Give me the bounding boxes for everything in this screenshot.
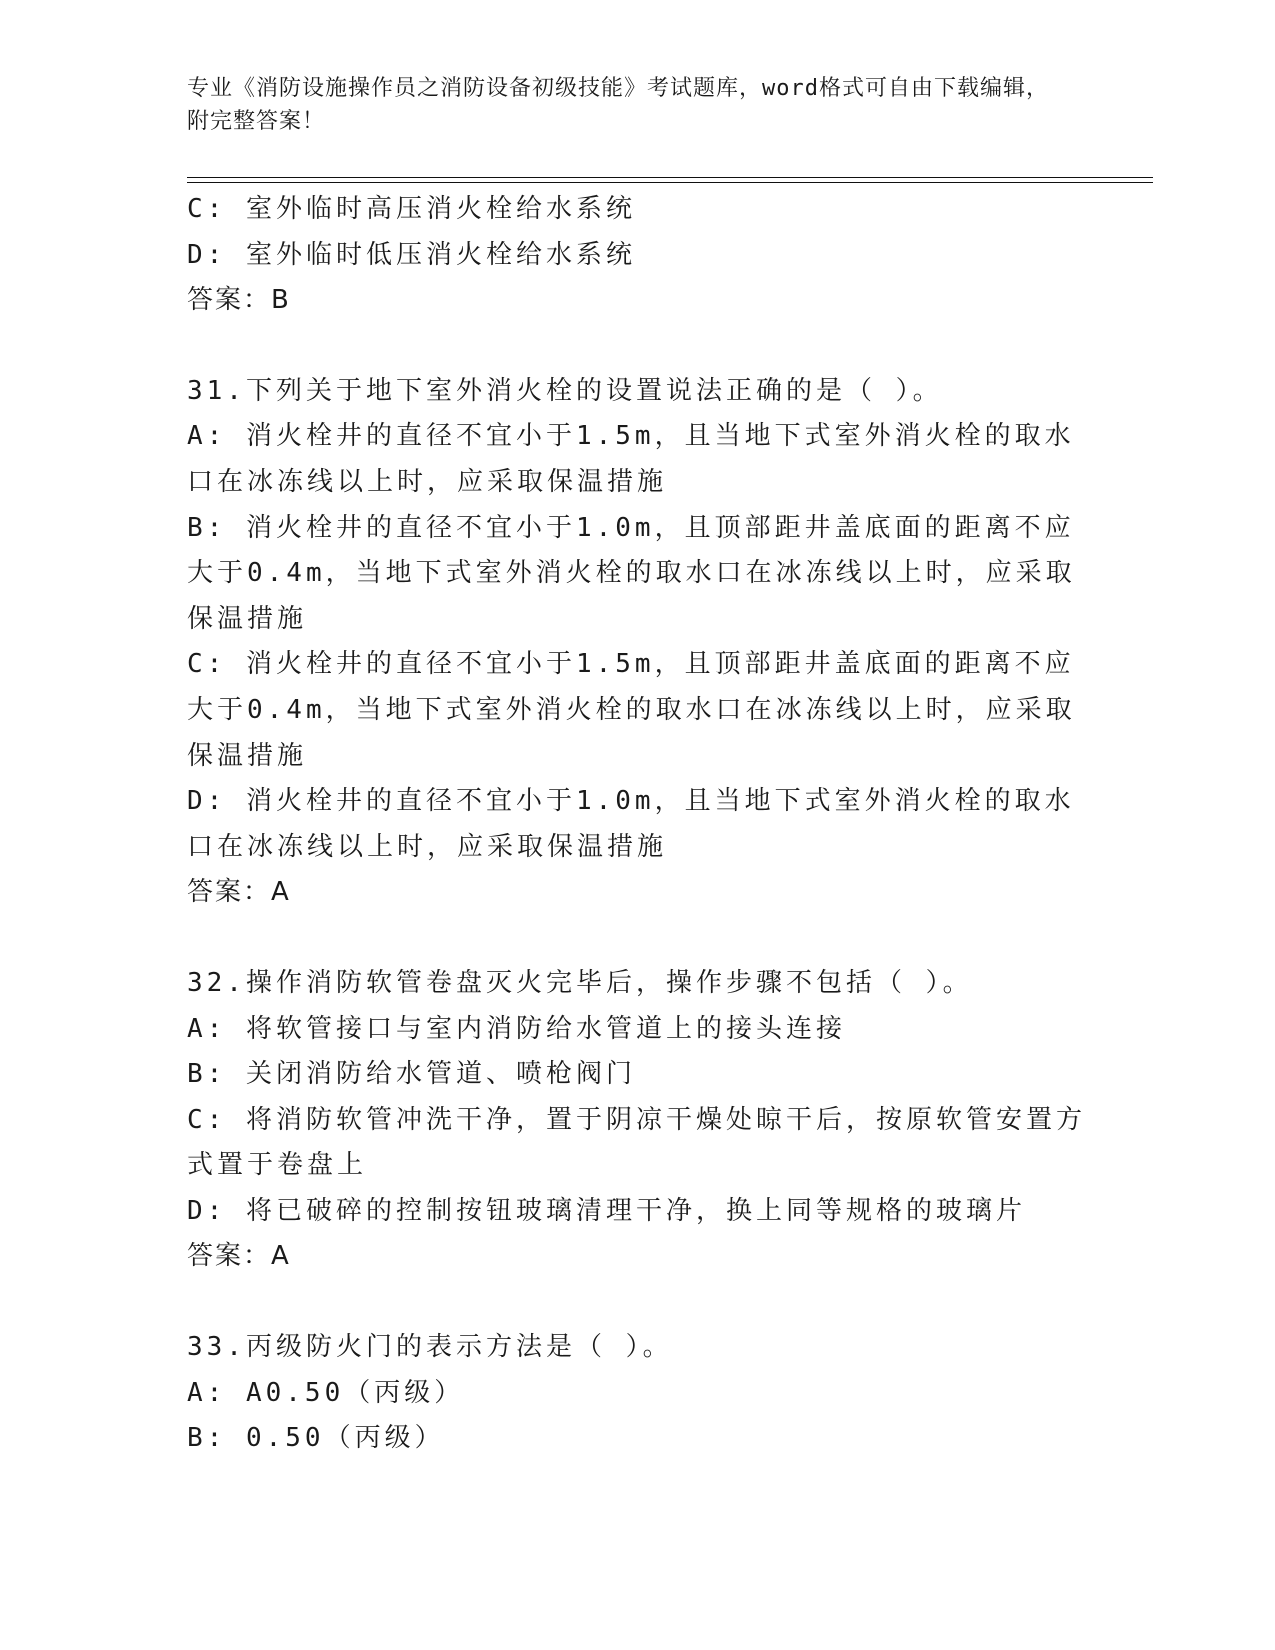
spacer — [187, 324, 1087, 369]
option-d: D: 消火栓井的直径不宜小于1.0m，且当地下式室外消火栓的取水口在冰冻线以上时，应采取保温措施 — [187, 786, 1075, 862]
option-b: B: 0.50（丙级） — [187, 1423, 445, 1454]
option-c: C: 消火栓井的直径不宜小于1.5m，且顶部距井盖底面的距离不应大于0.4m，当地下式室外消火栓的取水口在冰冻线以上时，应采取保温措施 — [187, 649, 1076, 771]
question-text: 32.操作消防软管卷盘灭火完毕后，操作步骤不包括（ ）。 — [187, 967, 973, 998]
question-text: 33.丙级防火门的表示方法是（ ）。 — [187, 1332, 673, 1363]
option-b: B: 消火栓井的直径不宜小于1.0m，且顶部距井盖底面的距离不应大于0.4m，当地下式室外消火栓的取水口在冰冻线以上时，应采取保温措施 — [187, 512, 1076, 634]
question-block-31 — [187, 369, 1087, 916]
option-a: A: 消火栓井的直径不宜小于1.5m，且当地下式室外消火栓的取水口在冰冻线以上时，应采取保温措施 — [187, 421, 1075, 497]
option-c: C: 室外临时高压消火栓给水系统 — [187, 194, 636, 224]
question-block-32 — [187, 961, 1087, 1280]
spacer — [187, 916, 1087, 961]
option-d: D: 室外临时低压消火栓给水系统 — [187, 239, 636, 270]
spacer — [187, 1280, 1087, 1325]
document-header: 专业《消防设施操作员之消防设备初级技能》考试题库，word格式可自由下载编辑，附完整答案！ — [187, 76, 1049, 134]
option-a: A: A0.50（丙级） — [187, 1377, 465, 1408]
answer-line: 答案：B — [187, 285, 291, 316]
option-a: A: 将软管接口与室内消防给水管道上的接头连接 — [187, 1013, 846, 1044]
question-text: 31.下列关于地下室外消火栓的设置说法正确的是（ ）。 — [187, 375, 943, 406]
header-rule-bottom — [187, 182, 1153, 183]
option-c: C: 将消防软管冲洗干净，置于阴凉干燥处晾干后，按原软管安置方式置于卷盘上 — [187, 1104, 1086, 1181]
question-content — [187, 187, 1087, 1462]
answer-line: 答案：A — [187, 1241, 291, 1272]
option-d: D: 将已破碎的控制按钮玻璃清理干净，换上同等规格的玻璃片 — [187, 1195, 1026, 1226]
answer-line: 答案：A — [187, 877, 291, 908]
question-block-33 — [187, 1325, 1087, 1462]
option-b: B: 关闭消防给水管道、喷枪阀门 — [187, 1059, 636, 1090]
header-rule-top — [187, 177, 1153, 178]
question-block-30-tail — [187, 187, 1087, 324]
